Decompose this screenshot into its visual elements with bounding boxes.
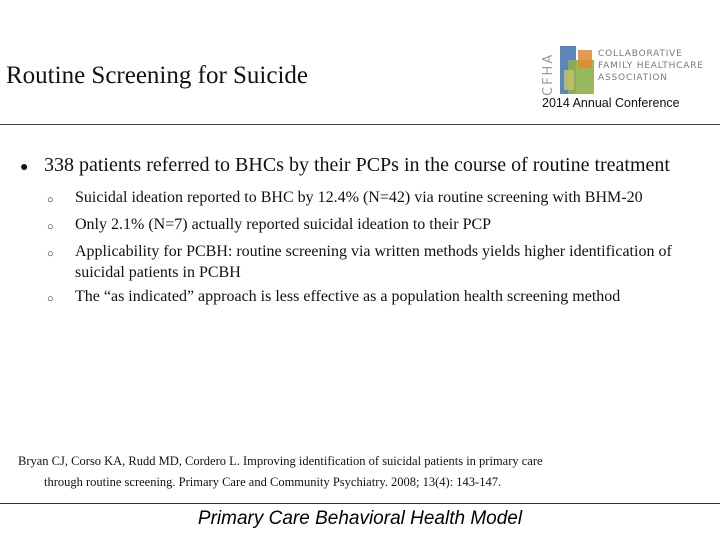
sub-bullet-list — [47, 187, 710, 310]
citation — [18, 451, 698, 493]
logo-line-1: COLLABORATIVE — [598, 49, 683, 59]
sub-bullet-text: Only 2.1% (N=7) actually reported suicidal ideation to their PCP — [75, 216, 492, 233]
sub-bullet-icon: ○ — [47, 293, 54, 305]
main-bullet-text: 338 patients referred to BHCs by their PCPs in the course of routine treatment — [44, 154, 670, 176]
citation-line-1: Bryan CJ, Corso KA, Rudd MD, Cordero L. Improving identification of suicidal patients in primary care — [18, 454, 543, 468]
conference-label: 2014 Annual Conference — [542, 96, 680, 110]
footer-divider — [0, 503, 720, 504]
sub-bullet — [47, 241, 710, 283]
footer-title: Primary Care Behavioral Health Model — [197, 508, 523, 529]
main-bullet — [20, 152, 710, 181]
sub-bullet-text: Suicidal ideation reported to BHC by 12.4% (N=42) via routine screening with BHM-20 — [75, 189, 643, 206]
sub-bullet-text: Applicability for PCBH: routine screening via written methods yields higher identification of suicidal patients in PCBH — [75, 243, 672, 281]
sub-bullet — [47, 187, 710, 211]
sub-bullet-icon: ○ — [47, 248, 54, 260]
sub-bullet — [47, 286, 710, 310]
slide-body — [20, 152, 710, 313]
slide-title: Routine Screening for Suicide — [6, 62, 309, 89]
logo-line-3: ASSOCIATION — [598, 73, 668, 83]
header-divider — [0, 124, 720, 125]
logo-line-2: FAMILY HEALTHCARE — [598, 61, 704, 71]
logo-letters: CFHA — [541, 52, 556, 96]
sub-bullet-text: The “as indicated” approach is less effective as a population health screening method — [75, 288, 621, 305]
logo-mark-icon — [560, 46, 594, 94]
sub-bullet-icon: ○ — [47, 194, 54, 206]
citation-line-2: through routine screening. Primary Care and Community Psychiatry. 2008; 13(4): 143-147. — [44, 475, 502, 489]
sub-bullet — [47, 214, 710, 238]
logo-wordmark — [598, 48, 704, 84]
sub-bullet-icon: ○ — [47, 221, 54, 233]
bullet-icon: ● — [20, 160, 29, 175]
